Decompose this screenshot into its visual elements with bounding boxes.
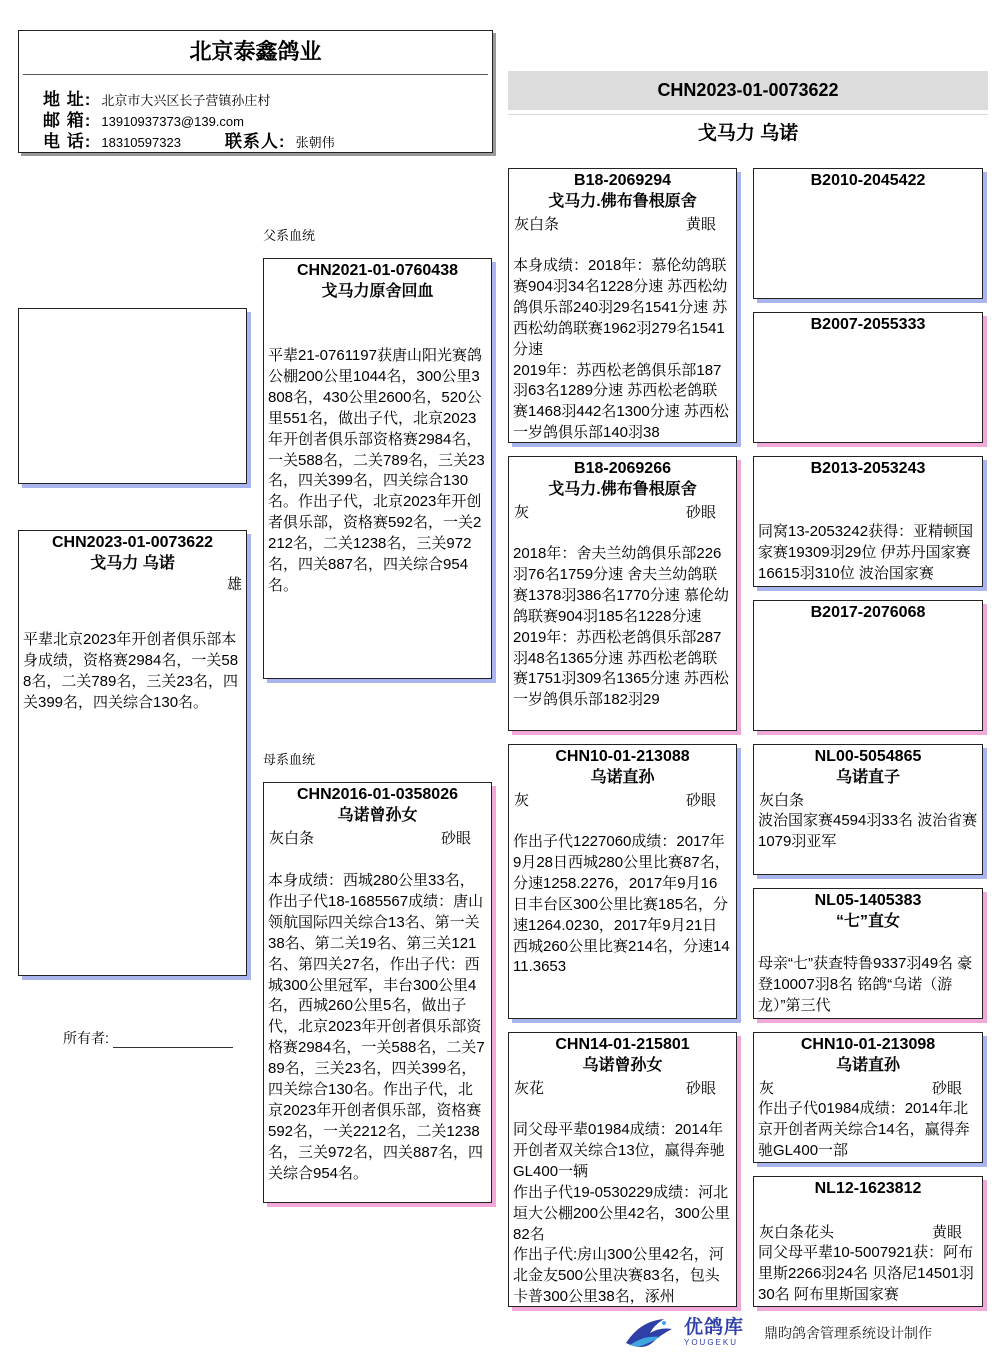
contact-label: 联系人: xyxy=(224,132,286,151)
color-eye-row xyxy=(754,1076,982,1099)
ring-number: NL05-1405383 xyxy=(814,892,922,909)
ring-number: CHN2023-01-0073622 xyxy=(52,534,213,551)
color-eye-row xyxy=(754,1220,982,1243)
feather-color: 灰 xyxy=(514,504,530,521)
pigeon-name: 戈马力原舍回血 xyxy=(321,283,434,300)
ring-number: B18-2069294 xyxy=(574,172,671,189)
ring-number: NL12-1623812 xyxy=(814,1180,922,1197)
sire-sire-dam-card xyxy=(753,312,983,443)
sire-sire-card xyxy=(508,168,737,443)
credit-text: 鼎昀鸽舍管理系统设计制作 xyxy=(764,1325,933,1341)
pigeon-name: 戈马力.佛布鲁根原舍 xyxy=(548,193,697,210)
sire-dam-sire-card xyxy=(753,456,983,587)
pigeon-description: 平辈21-0761197获唐山阳光赛鸽公棚200公里1044名，300公里3808名，430公里2600名，520公里551名，做出子代，北京2023年开创者俱乐部资格赛2984名，一关588名，二关789名，三关23名，四关399名，四关综合130名。作出子代，北京2023年开创者俱乐部，资格赛592名，一关2212名，二关1238名，三关972名，四关887名，四关综合954名。 xyxy=(268,347,485,594)
pigeon-description: 同父母平辈10-5007921获：阿布里斯2266羽24名 贝洛尼14501羽30名 阿布里斯国家赛 xyxy=(758,1244,974,1303)
feather-color: 灰白条 xyxy=(269,830,315,847)
dam-sire-card xyxy=(508,744,737,1019)
feather-color: 灰白条 xyxy=(514,216,560,233)
pigeon-name: 戈马力.佛布鲁根原舍 xyxy=(548,481,697,498)
color-eye-row xyxy=(509,1076,736,1099)
pigeon-name: “七”直女 xyxy=(835,913,900,930)
ring-number: B2017-2076068 xyxy=(810,604,926,621)
divider xyxy=(508,114,988,115)
feather-color: 灰白条 xyxy=(759,792,805,809)
ring-number: NL00-5054865 xyxy=(814,748,922,765)
dam-dam-dam-card xyxy=(753,1176,983,1307)
sire-line-label: 父系血统 xyxy=(263,228,316,243)
main-pigeon-name: 戈马力 乌诺 xyxy=(697,123,799,144)
pigeon-description: 波治国家赛4594羽33名 波治省赛1079羽亚军 xyxy=(758,812,978,850)
sire-dam-card xyxy=(508,456,737,731)
ring-number: B2013-2053243 xyxy=(810,460,926,477)
eye-type: 黄眼 xyxy=(931,1224,962,1241)
ring-number: CHN2021-01-0760438 xyxy=(297,262,458,279)
pigeon-description: 母亲“七”获查特鲁9337羽49名 豪登10007羽8名 铭鸽“乌诺（游龙）”第三代 xyxy=(758,955,973,1014)
sire-sire-sire-card xyxy=(753,168,983,299)
logo-text xyxy=(684,1318,744,1348)
address-value: 北京市大兴区长子营镇孙庄村 xyxy=(101,93,271,108)
pigeon-description: 2018年：舍夫兰幼鸽俱乐部226羽76名1759分速 舍夫兰幼鸽联赛1378羽386名1770分速 慕伦幼鸽联赛904羽185名1228分速 2019年：苏西松老鸽俱乐部287羽48名1365分速 苏西松老鸽联赛1751羽309名1365分速 苏西松一岁鸽俱乐部182羽29 xyxy=(513,545,729,709)
eye-type: 黄眼 xyxy=(685,216,716,233)
feather-color: 灰白条花头 xyxy=(759,1224,835,1241)
phone-label: 电 话: xyxy=(43,132,92,151)
phone-value: 18310597323 xyxy=(101,135,181,150)
color-eye-row xyxy=(264,826,491,849)
email-label: 邮 箱: xyxy=(43,111,92,130)
color-eye-row xyxy=(509,788,736,811)
dam-dam-card xyxy=(508,1032,737,1307)
logo-name: 优鸽库 xyxy=(684,1317,745,1338)
phone-line xyxy=(43,127,335,152)
pigeon-name: 乌诺直子 xyxy=(835,769,900,786)
pigeon-name: 戈马力 乌诺 xyxy=(90,555,175,572)
pigeon-description: 作出子代1227060成绩：2017年9月28日西城280公里比赛87名，分速1258.2276，2017年9月16日丰台区300公里比赛185名，分速1264.0230，2017年9月21日西城260公里比赛214名，分速1411.3653 xyxy=(513,833,730,976)
subject-card xyxy=(18,530,247,976)
eye-type: 砂眼 xyxy=(931,1080,962,1097)
pigeon-name: 乌诺曾孙女 xyxy=(582,1057,663,1074)
breeder-name: 北京泰鑫鸽业 xyxy=(189,39,322,64)
pigeon-logo-icon xyxy=(620,1313,680,1353)
eye-type: 砂眼 xyxy=(685,504,716,521)
pigeon-name: 乌诺直孙 xyxy=(835,1057,900,1074)
dam-sire-dam-card xyxy=(753,888,983,1019)
color-eye-row xyxy=(754,788,982,811)
color-eye-row xyxy=(509,500,736,523)
pigeon-description: 本身成绩：西城280公里33名，作出子代18-1685567成绩：唐山领航国际四关综合13名、第一关38名、第二关19名、第三关121名、第四关27名，作出子代：西城300公里冠军，丰台300公里4名，西城260公里5名，做出子代，北京2023年开创者俱乐部资格赛2984名，一关588名，二关789名，三关23名，四关399名，四关综合130名。作出子代，北京2023年开创者俱乐部，资格赛592名，一关2212名，二关1238名，三关972名，四关887名，四关综合954名。 xyxy=(268,872,485,1182)
pigeon-description: 同父母平辈01984成绩：2014年开创者双关综合13位，赢得奔驰GL400一辆 作出子代19-0530229成绩：河北垣大公棚200公里42名，300公里82名 作出子代:房山300公里42名，河北金友500公里决赛83名，包头卡普300公里38名，涿州 xyxy=(513,1121,730,1306)
ring-number: CHN14-01-215801 xyxy=(555,1036,690,1053)
pigeon-description: 本身成绩：2018年：慕伦幼鸽联赛904羽34名1228分速 苏西松幼鸽俱乐部240羽29名1541分速 苏西松幼鸽联赛1962羽279名1541分速 2019年：苏西松老鸽俱乐部187羽63名1289分速 苏西松老鸽联赛1468羽442名1300分速 苏西松一岁鸽俱乐部140羽38 xyxy=(513,257,729,442)
feather-color: 灰花 xyxy=(514,1080,545,1097)
eye-type: 砂眼 xyxy=(440,830,471,847)
logo-subtitle: YOUGEKU xyxy=(684,1338,739,1347)
email-value: 13910937373@139.com xyxy=(101,114,244,129)
eye-type: 砂眼 xyxy=(685,792,716,809)
pigeon-description: 同窝13-2053242获得：亚精顿国家赛19309羽29位 伊苏丹国家赛16615羽310位 波治国家赛 xyxy=(758,523,974,582)
owner-line xyxy=(63,1028,233,1048)
breeder-info-card xyxy=(18,30,493,153)
ring-number: B18-2069266 xyxy=(574,460,671,477)
owner-blank xyxy=(113,1034,233,1048)
dam-dam-sire-card xyxy=(753,1032,983,1163)
ring-number: B2010-2045422 xyxy=(810,172,926,189)
pigeon-name: 乌诺曾孙女 xyxy=(337,807,418,824)
ring-number: B2007-2055333 xyxy=(810,316,926,333)
divider xyxy=(23,74,488,75)
sire-dam-dam-card xyxy=(753,600,983,731)
pigeon-description: 作出子代01984成绩：2014年北京开创者两关综合14名，赢得奔驰GL400一部 xyxy=(758,1100,970,1159)
contact-value: 张朝伟 xyxy=(295,135,335,150)
sex-label: 雄 xyxy=(226,576,242,593)
sire-card xyxy=(263,258,492,679)
pigeon-name: 乌诺直孙 xyxy=(590,769,655,786)
dam-line-label: 母系血统 xyxy=(263,752,316,767)
owner-label: 所有者: xyxy=(63,1030,109,1046)
ring-number: CHN10-01-213088 xyxy=(555,748,690,765)
photo-frame xyxy=(18,308,247,484)
footer xyxy=(620,1312,990,1354)
feather-color: 灰 xyxy=(759,1080,775,1097)
pigeon-description: 平辈北京2023年开创者俱乐部本身成绩，资格赛2984名，一关588名，二关789名，三关23名，四关399名，四关综合130名。 xyxy=(23,631,239,711)
dam-sire-sire-card xyxy=(753,744,983,875)
dam-card xyxy=(263,782,492,1203)
eye-type: 砂眼 xyxy=(685,1080,716,1097)
ring-number: CHN2016-01-0358026 xyxy=(297,786,458,803)
address-label: 地 址: xyxy=(43,90,92,109)
ring-number: CHN10-01-213098 xyxy=(800,1036,936,1053)
main-ring-number: CHN2023-01-0073622 xyxy=(508,71,988,110)
feather-color: 灰 xyxy=(514,792,530,809)
color-eye-row xyxy=(509,212,736,235)
